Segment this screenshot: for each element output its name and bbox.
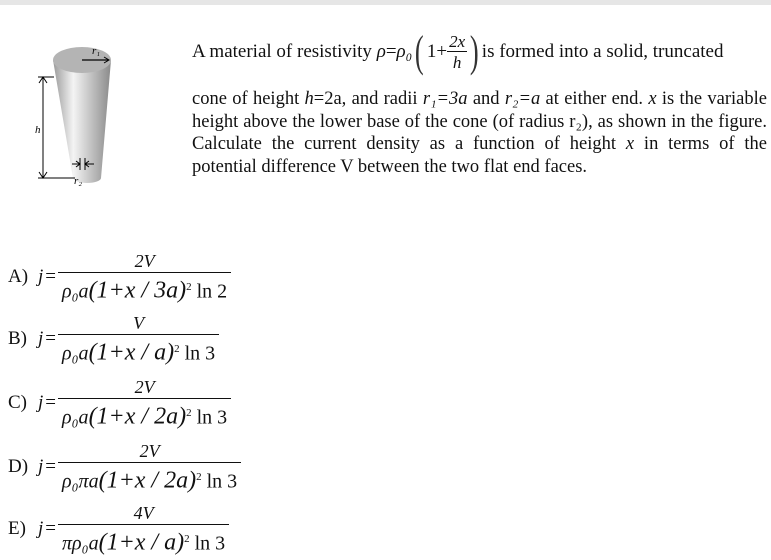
option-fraction [58,440,241,494]
option-denominator [58,334,219,366]
denominator-exponent: 2 [186,407,192,419]
text-segment: h [304,89,314,109]
denominator-inner: (1+x / 3a) [88,277,187,304]
denominator-inner: (1+x / a) [98,529,185,556]
text-segment: x [648,89,657,109]
denominator-inner: (1+x / a) [88,339,175,366]
answer-option-d[interactable] [8,440,241,494]
denominator-ln: ln 3 [206,470,238,493]
r2-label: r₂ [74,175,83,187]
question-paragraph [192,88,767,178]
top-bar [0,0,771,5]
option-label: C) [8,391,27,413]
option-numerator: 2V [139,441,160,461]
denominator-exponent: 2 [174,343,180,355]
text-segment: r₂=a [504,89,541,109]
option-equals: = [45,517,56,539]
option-denominator [58,272,231,304]
text-segment: cone of height [192,89,305,109]
r1-label: r₁ [92,45,101,57]
option-j: j [38,517,44,539]
option-fraction [58,502,229,556]
option-fraction [58,250,231,304]
option-denominator [58,462,241,494]
answer-option-e[interactable] [8,502,229,556]
text-segment: x [625,134,635,154]
question-line-1: A material of resistivity ρ = ρ₀ ( 1+ $\frac{2x}{h}$ ) is formed into a solid, truncated [192,27,724,76]
text-segment: is the variable height above the lower base of the cone (of radius r₂), as shown in the figure. Calculate the current density as a function of height [192,89,767,154]
denominator-exponent: 2 [186,281,192,293]
denominator-inner: (1+x / 2a) [98,467,197,494]
denominator-ln: ln 3 [184,342,216,365]
denominator-lead: ρ₀πa [62,470,99,493]
denominator-lead: πρ₀a [62,532,99,555]
rho0-symbol: ρ₀ [396,41,413,62]
answer-option-b[interactable] [8,312,219,366]
option-label: A) [8,265,29,287]
question-prefix: A material of resistivity [192,41,372,62]
fraction-denominator: h [447,51,467,71]
option-denominator [58,398,231,430]
text-segment: =2a, and radii [313,89,423,109]
option-numerator: V [133,313,145,333]
option-numerator: 2V [134,251,155,271]
denominator-lead: ρ₀a [62,342,89,365]
h-label: h [35,124,41,136]
option-label: D) [8,455,29,477]
denominator-exponent: 2 [184,533,190,545]
option-j: j [38,327,44,349]
text-segment: at either end. [540,89,649,109]
denominator-ln: ln 2 [196,280,228,303]
option-denominator [58,524,229,556]
option-fraction [58,376,231,430]
truncated-cone-figure [30,28,140,198]
one-plus: 1+ [426,41,448,62]
rho-symbol: ρ [376,41,386,62]
option-j: j [38,455,44,477]
denominator-exponent: 2 [196,471,202,483]
denominator-lead: ρ₀a [62,406,89,429]
denominator-ln: ln 3 [196,406,228,429]
text-segment: r₁=3a [422,89,468,109]
resistivity-fraction [447,33,467,71]
question-suffix: is formed into a solid, truncated [481,41,724,62]
denominator-inner: (1+x / 2a) [88,403,187,430]
equals: = [385,41,397,62]
option-fraction [58,312,219,366]
text-segment: in terms of the potential difference V between the two flat end faces. [192,134,767,177]
option-label: E) [8,517,26,539]
option-j: j [38,391,44,413]
option-j: j [38,265,44,287]
option-equals: = [45,455,56,477]
answer-option-c[interactable] [8,376,231,430]
option-equals: = [45,327,56,349]
option-label: B) [8,327,27,349]
denominator-ln: ln 3 [194,532,226,555]
text-segment: and [467,89,505,109]
option-numerator: 2V [134,377,155,397]
option-numerator: 4V [133,503,154,523]
answer-option-a[interactable] [8,250,231,304]
denominator-lead: ρ₀a [62,280,89,303]
fraction-numerator: 2x [449,32,466,51]
option-equals: = [45,391,56,413]
option-equals: = [45,265,56,287]
